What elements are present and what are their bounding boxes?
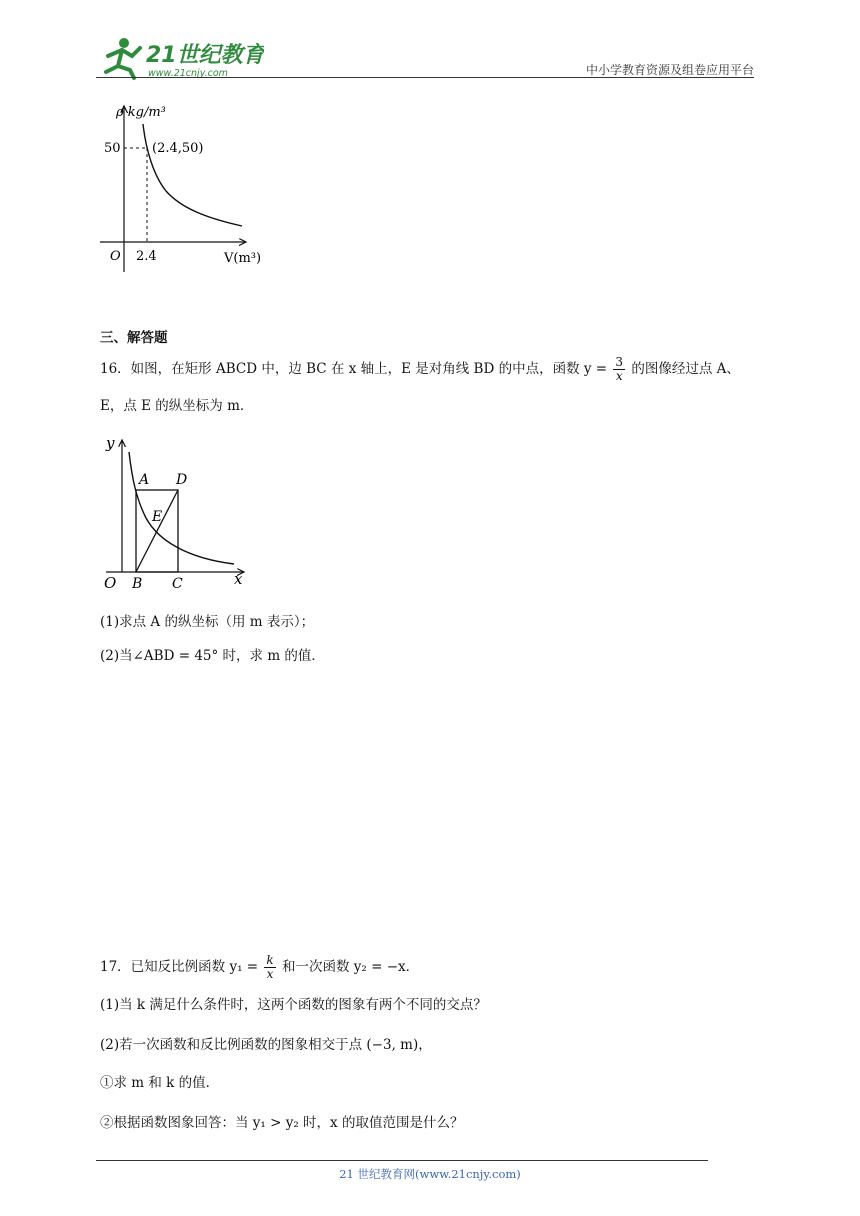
q16-stem-line2: E，点 E 的纵坐标为 m． (100, 398, 254, 414)
q17-stem (100, 954, 419, 981)
q17-fraction (264, 954, 275, 981)
site-logo (94, 34, 264, 80)
point-label: (2.4,50) (152, 141, 204, 156)
label-x: x (234, 570, 243, 588)
q17-text-a: 17．已知反比例函数 y₁ = (100, 959, 259, 975)
q16-frac-den: x (615, 369, 623, 383)
label-C: C (172, 576, 183, 592)
x-tick-2-4: 2.4 (136, 249, 157, 264)
label-E: E (152, 509, 163, 525)
logo-text: 21世纪教育 (146, 43, 264, 68)
q17-part2: (2)若一次函数和反比例函数的图象相交于点 (−3, m)， (100, 1037, 432, 1053)
rectangle-hyperbola-graph (96, 428, 256, 600)
label-B: B (132, 576, 143, 592)
site-name: 中小学教育资源及组卷应用平台 (585, 63, 754, 77)
x-axis-label: V(m³) (224, 251, 262, 266)
q17-text-b: 和一次函数 y₂ = −x． (282, 959, 420, 975)
logo-url: www.21cnjy.com (148, 68, 228, 79)
label-A: A (139, 472, 150, 488)
hyperbola-curve (143, 124, 242, 226)
header-divider (96, 77, 754, 78)
q17-frac-num: k (266, 953, 274, 967)
label-O: O (104, 574, 117, 592)
q17-sub1: ①求 m 和 k 的值． (100, 1075, 220, 1091)
q16-text-b: 的图像经过点 A、 (631, 361, 740, 377)
q16-part2: (2)当∠ABD = 45° 时，求 m 的值． (100, 648, 325, 664)
q16-fraction (613, 356, 625, 383)
q16-frac-num: 3 (615, 355, 624, 369)
footer-divider (96, 1160, 708, 1161)
hyperbola-curve (129, 452, 234, 564)
runner-icon (106, 38, 140, 78)
q16-part1: (1)求点 A 的纵坐标（用 m 表示）； (100, 614, 315, 630)
density-volume-graph (96, 96, 276, 276)
label-y: y (106, 434, 115, 452)
y-tick-50: 50 (104, 141, 121, 156)
y-axis-label: ρ kg/m³ (116, 105, 166, 120)
section-title: 三、解答题 (100, 330, 168, 346)
label-D: D (176, 472, 188, 488)
origin-label: O (110, 249, 121, 264)
q17-sub2: ②根据函数图象回答：当 y₁ > y₂ 时，x 的取值范围是什么？ (100, 1115, 464, 1131)
q16-stem-line1 (100, 356, 740, 383)
q17-frac-den: x (266, 967, 274, 981)
footer-link[interactable]: 21 世纪教育网(www.21cnjy.com) (339, 1167, 521, 1181)
q17-part1: (1)当 k 满足什么条件时，这两个函数的图象有两个不同的交点？ (100, 997, 487, 1013)
diagonal-BD (136, 490, 178, 572)
q16-text-a: 16．如图，在矩形 ABCD 中，边 BC 在 x 轴上，E 是对角线 BD 的中点，函数 y = (100, 361, 608, 377)
